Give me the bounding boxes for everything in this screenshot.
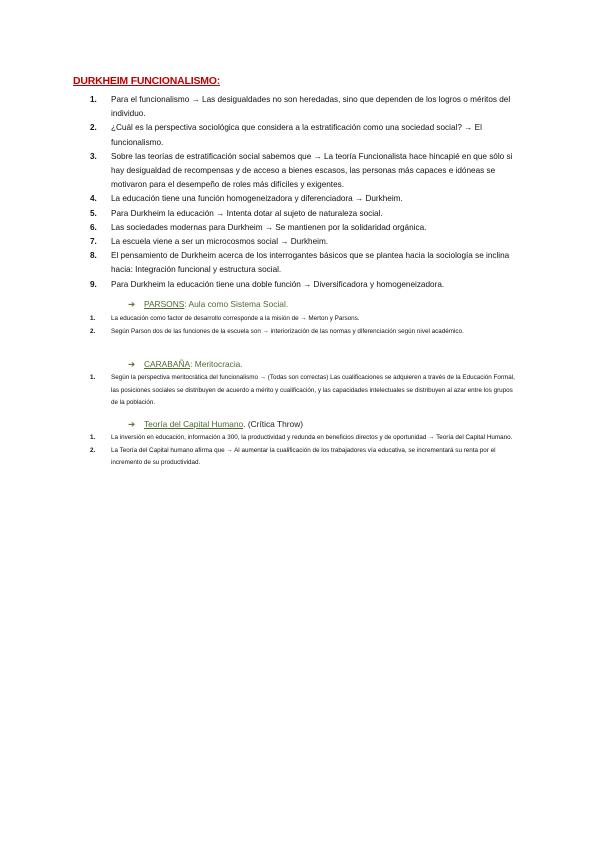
item-text: Para Durkheim la educación tiene una doble función → Diversificadora y homogeneizadora. — [111, 279, 445, 289]
list-item — [90, 221, 515, 235]
item-text: Sobre las teorías de estratificación social sabemos que → La teoría Funcionalista hace hincapié en que sólo si hay desigualdad de recompensas y de acceso a bienes escasos, las personas más capaces e idóneas se motivaron para el desempeño de roles más difíciles y exigentes. — [111, 151, 513, 190]
item-number: 4. — [90, 194, 97, 204]
section-subtitle: . (Crítica Throw) — [243, 419, 304, 429]
list-item — [90, 249, 515, 277]
item-text: Las sociedades modernas para Durkheim → Se mantienen por la solidaridad orgánica. — [111, 222, 427, 232]
section-list-parsons — [90, 313, 515, 338]
item-number: 1. — [90, 434, 96, 441]
item-number: 1. — [90, 374, 96, 381]
item-text: El pensamiento de Durkheim acerca de los interrogantes básicos que se plantea hacia la sociología se inclina hacia: Integración funcional y estructura social. — [111, 251, 510, 275]
arrow-right-icon: ➔ — [128, 419, 136, 429]
list-item — [90, 235, 515, 249]
section-list-carabana — [90, 372, 515, 410]
list-item — [90, 93, 515, 121]
item-text: ¿Cuál es la perspectiva sociológica que considera a la estratificación como una sociedad social? → El funcionalismo. — [111, 123, 482, 147]
item-number: 2. — [90, 123, 97, 133]
list-item — [90, 313, 515, 326]
list-item — [90, 372, 515, 410]
item-number: 1. — [90, 315, 96, 322]
item-text: Para Durkheim la educación → Intenta dotar al sujeto de naturaleza social. — [111, 208, 383, 218]
item-number: 6. — [90, 222, 97, 232]
main-question-list — [90, 93, 515, 292]
list-item — [90, 278, 515, 292]
item-number: 1. — [90, 95, 97, 104]
item-number: 9. — [90, 279, 97, 289]
item-number: 5. — [90, 208, 97, 218]
item-number: 7. — [90, 237, 97, 247]
list-item — [90, 432, 515, 445]
item-text: La escuela viene a ser un microcosmos social → Durkheim. — [111, 237, 329, 247]
section-name: CARABAÑA — [144, 359, 191, 369]
item-text: La inversión en educación, información a 300, la productividad y redunda en beneficios directos y de oportunidad → Teoría del Capital Humano. — [111, 434, 513, 441]
list-item — [90, 192, 515, 206]
item-number: 8. — [90, 251, 97, 261]
section-subtitle: : Aula como Sistema Social. — [184, 299, 289, 309]
item-text: Según la perspectiva meritocrática del funcionalismo → (Todas son correctas) Las cualificaciones se adquieren a través de la Educación Formal, las posiciones sociales se distribuyen de acuerdo a mérito y cualificación, y las capacidades intelectuales se distribuyen al azar entre los grupos de la población. — [111, 374, 515, 407]
item-text: Para el funcionalismo → Las desigualdades no son heredadas, sino que dependen de los logros o méritos del individuo. — [111, 95, 511, 119]
list-item — [90, 326, 515, 339]
section-heading-carabana — [128, 359, 243, 369]
item-number: 2. — [90, 327, 96, 335]
section-name: PARSONS — [144, 299, 185, 309]
document-title: DURKHEIM FUNCIONALISMO: — [73, 75, 221, 87]
section-heading-parsons — [128, 299, 288, 309]
item-text: Según Parson dos de las funciones de la escuela son → interiorización de las normas y diferenciación según nivel académico. — [111, 327, 464, 335]
item-number: 3. — [90, 151, 97, 161]
item-text: La Teoría del Capital humano afirma que → Al aumentar la cualificación de los trabajadores vía educativa, se incrementará su renta por el incremento de su productividad. — [111, 446, 496, 467]
item-number: 2. — [90, 446, 96, 454]
arrow-right-icon: ➔ — [128, 359, 136, 369]
section-heading-capital-humano — [128, 419, 303, 429]
section-name: Teoría del Capital Humano — [144, 419, 244, 429]
list-item — [90, 121, 515, 149]
list-item — [90, 445, 515, 470]
list-item — [90, 150, 515, 193]
item-text: La educación tiene una función homogeneizadora y diferenciadora → Durkheim. — [111, 194, 403, 204]
arrow-right-icon: ➔ — [128, 299, 136, 309]
section-list-capital-humano — [90, 432, 515, 470]
item-text: La educación como factor de desarrollo corresponde a la misión de → Merton y Parsons. — [111, 315, 360, 322]
list-item — [90, 207, 515, 221]
section-subtitle: : Meritocracia. — [190, 359, 243, 369]
